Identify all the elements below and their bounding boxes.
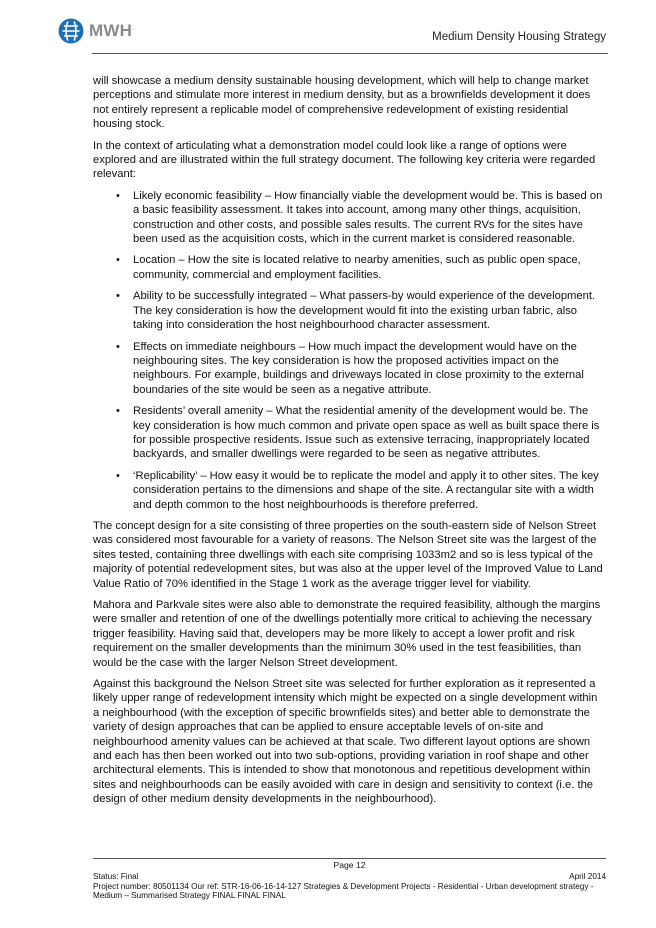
date-text: April 2014 [569, 871, 606, 881]
page-header [58, 18, 608, 58]
list-item [93, 469, 606, 512]
header-divider [92, 53, 608, 54]
document-body [93, 74, 606, 814]
bullet-icon: • [116, 340, 120, 353]
list-item-text: ‘Replicability’ – How easy it would be to replicate the model and apply it to other sites. The key consideration pertains to the dimensions and shape of the site. A rectangular site with a width and depth common to the host neighbourhoods is therefore preferred. [133, 469, 599, 511]
page-footer [93, 858, 606, 901]
document-title: Medium Density Housing Strategy [432, 31, 606, 43]
list-item [93, 340, 606, 398]
paragraph: will showcase a medium density sustainable housing development, which will help to change market perceptions and stimulate more interest in medium density, but as a brownfields development it does not entirely represent a replicable model of comprehensive redevelopment of existing residential housing stock. [93, 75, 591, 131]
paragraph: The concept design for a site consisting of three properties on the south-eastern side of Nelson Street was considered most favourable for a variety of reasons. The Nelson Street site was the largest of the sites tested, containing three dwellings with each site comprising 1033m2 and so is less typical of the majority of potential redevelopment sites, but was also at the upper level of the Improved Value to Land Value Ratio of 70% identified in the Stage 1 work as the average trigger level for viability. [93, 519, 603, 590]
criteria-list [93, 189, 606, 512]
list-item [93, 404, 606, 462]
page-number: Page 12 [333, 860, 366, 870]
bullet-icon: • [116, 469, 120, 482]
list-item-text: Residents’ overall amenity – What the residential amenity of the development would be. The key consideration is how much common and private open space as well as built space there is for possible prospective residents. Issue such as extensive terracing, inappropriately located backyards, and smaller dwellings were regarded to be seen as negative attributes. [133, 405, 600, 461]
logo-mark-dot: . [132, 22, 135, 32]
list-item [93, 189, 606, 247]
footer-divider [93, 858, 606, 859]
list-item-text: Likely economic feasibility – How financially viable the development would be. This is based on a basic feasibility assessment. It takes into account, among many other things, acquisition, construction and other costs, and possible sales results. The current RVs for the sites have been used as the acquisition costs, which in the current market is considered reasonable. [133, 189, 603, 246]
globe-logo-icon [58, 18, 84, 44]
list-item [93, 253, 606, 282]
list-item [93, 289, 606, 332]
footer-status-row [93, 872, 606, 882]
project-reference: Project number: 80501134 Our ref: STR-16-06-16-14-127 Strategies & Development Projects - Residential - Urban development strategy - [93, 881, 594, 891]
paragraph: Against this background the Nelson Street site was selected for further exploration as it represented a likely upper range of redevelopment intensity which might be expected on a single development within a neighbourhood (with the exception of specific brownfields sites) and better able to demonstrate the variety of design approaches that can be applied to ensure acceptable levels of on-site and neighbourhood amenity values can be achieved at that scale. Two different layout options are shown and each has then been worked out into two sub-options, providing variation in roof shape and other architectural elements. This is intended to show that monotonous and repetitious development within sites and neighbourhoods can be easily avoided with care in design and sensitivity to context (i.e. the design of other medium density developments in the neighbourhood). [93, 678, 598, 806]
paragraph: In the context of articulating what a demonstration model could look like a range of options were explored and are illustrated within the full strategy document. The following key criteria were regarded relevant: [93, 139, 596, 181]
list-item-text: Effects on immediate neighbours – How much impact the development would have on the neighbouring sites. The key consideration is how the proposed activities impact on the neighbours. For example, buildings and driveways located in close proximity to the external boundaries of the site would be seen as a negative attribute. [133, 340, 584, 396]
status-text: Status: Final [93, 871, 139, 881]
bullet-icon: • [116, 189, 120, 202]
project-reference-continued: Medium – Summarised Strategy FINAL FINAL FINAL [93, 891, 286, 901]
list-item-text: Ability to be successfully integrated – What passers-by would experience of the development. The key consideration is how the development would fit into the existing urban fabric, also taking into consideration the host neighbourhood character assessment. [133, 290, 596, 332]
paragraph: Mahora and Parkvale sites were also able to demonstrate the required feasibility, although the margins were smaller and retention of one of the dwellings potentially more critical to achieving the necessary trigger feasibility. Having said that, developers may be more likely to accept a lower profit and risk requirement on the smaller developments than the minimum 30% used in the test feasibilities, than would be the case with the larger Nelson Street development. [93, 599, 601, 669]
bullet-icon: • [116, 405, 120, 418]
logo-text: MWH. [89, 21, 135, 40]
list-item-text: Location – How the site is located relative to nearby amenities, such as public open space, community, commercial and employment facilities. [133, 254, 581, 281]
bullet-icon: • [116, 254, 120, 267]
bullet-icon: • [116, 290, 120, 303]
mwh-logo [58, 18, 135, 44]
